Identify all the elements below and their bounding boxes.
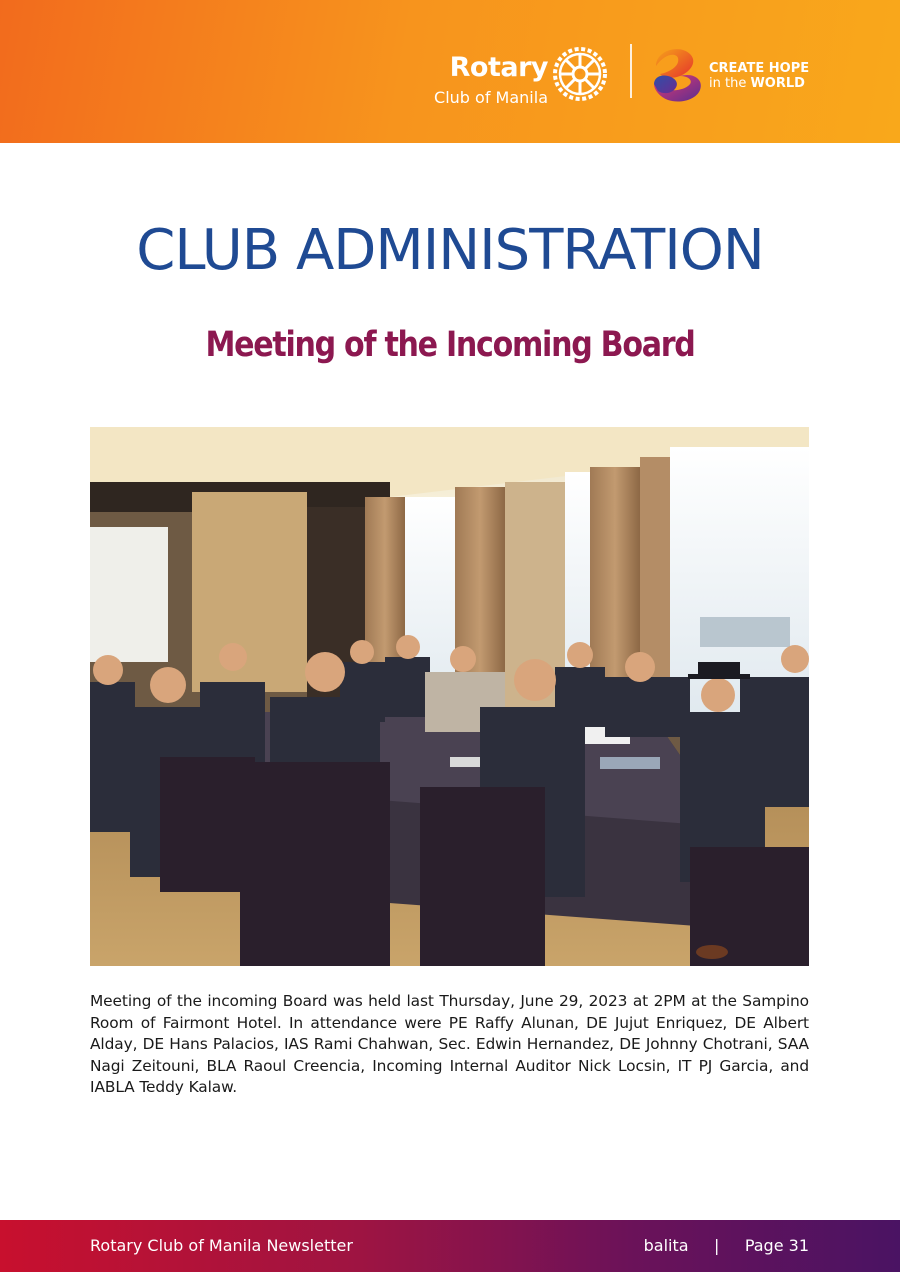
rotary-club-name: Club of Manila bbox=[434, 88, 548, 107]
tagline-prefix: in the bbox=[709, 76, 751, 91]
header-divider bbox=[630, 44, 632, 98]
meeting-photo bbox=[90, 427, 809, 966]
footer-separator: | bbox=[713, 1236, 720, 1255]
section-subtitle: Meeting of the Incoming Board bbox=[205, 325, 695, 365]
meeting-photo-illustration bbox=[90, 427, 809, 966]
create-hope-logo-icon bbox=[650, 44, 708, 104]
rotary-wordmark: Rotary bbox=[449, 52, 548, 83]
create-hope-tagline bbox=[709, 61, 809, 91]
footer-newsletter-name: Rotary Club of Manila Newsletter bbox=[90, 1236, 353, 1255]
tagline-line1: CREATE HOPE bbox=[709, 61, 810, 76]
article-body: Meeting of the incoming Board was held last Thursday, June 29, 2023 at 2PM at the Sampino Room of Fairmont Hotel. In attendance were PE Raffy Alunan, DE Jujut Enriquez, DE Albert Alday, DE Hans Palacios, IAS Rami Chahwan, Sec. Edwin Hernandez, DE Johnny Chotrani, SAA Nagi Zeitouni, BLA Raoul Creencia, Incoming Internal Auditor Nick Locsin, IT PJ Garcia, and IABLA Teddy Kalaw. bbox=[90, 992, 809, 1097]
rotary-wheel-icon bbox=[552, 46, 608, 102]
page-title: CLUB ADMINISTRATION bbox=[136, 218, 764, 283]
tagline-bold: WORLD bbox=[750, 76, 805, 91]
footer-brand: balita bbox=[643, 1236, 689, 1255]
footer-band bbox=[0, 1220, 900, 1272]
footer-page-info bbox=[644, 1236, 809, 1255]
rotary-logo bbox=[425, 46, 610, 110]
footer-page-number: Page 31 bbox=[744, 1236, 809, 1255]
header-band bbox=[0, 0, 900, 143]
tagline-line2 bbox=[709, 76, 809, 91]
